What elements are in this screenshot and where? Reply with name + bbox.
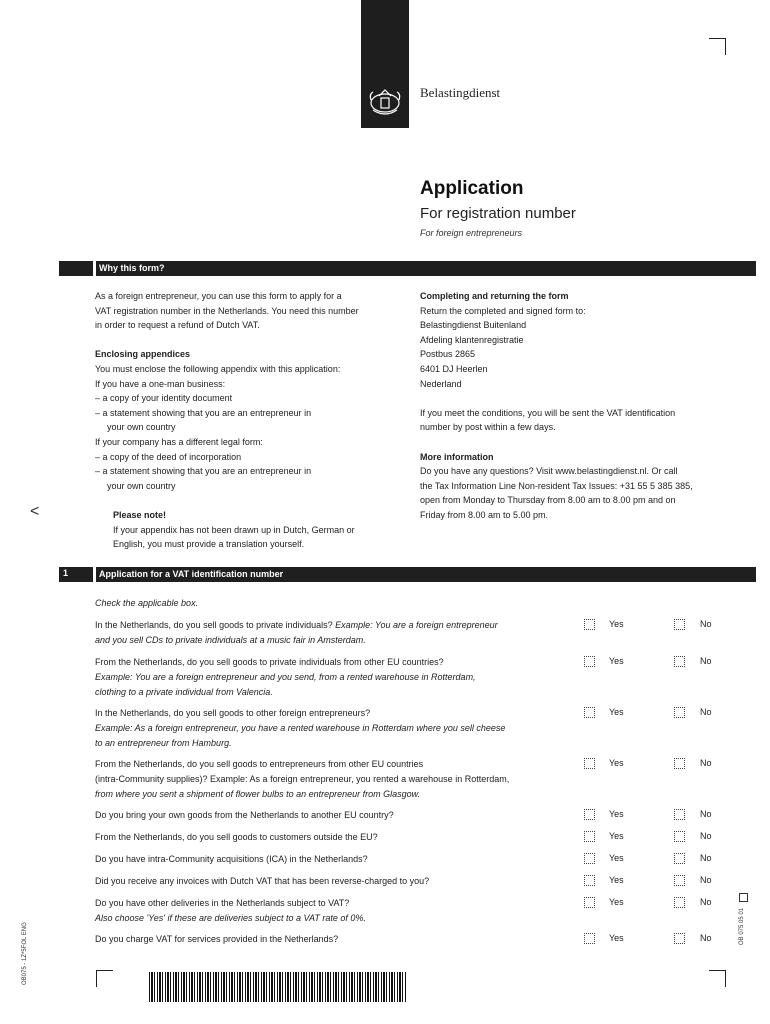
yes-label: Yes: [609, 758, 624, 768]
question-example-line: Example: As a foreign entrepreneur, you have a rented warehouse in Rotterdam where you sell cheese: [95, 723, 506, 733]
address-line: Belastingdienst Buitenland: [420, 320, 527, 331]
no-checkbox[interactable]: [674, 897, 685, 908]
more-info-heading: More information: [420, 451, 494, 462]
barcode: [149, 972, 407, 1002]
question-text: Do you bring your own goods from the Netherlands to another EU country?: [95, 810, 394, 820]
no-checkbox[interactable]: [674, 758, 685, 769]
yes-label: Yes: [609, 619, 624, 629]
address-line: 6401 DJ Heerlen: [420, 363, 488, 374]
enclosing-line: You must enclose the following appendix with this application:: [95, 363, 341, 374]
note-line: If your appendix has not been drawn up in Dutch, German or: [113, 524, 355, 535]
question-example-line: to an entrepreneur from Hamburg.: [95, 738, 232, 748]
question-example: Example: You are a foreign entrepreneur: [335, 620, 498, 630]
fold-marker-icon: <: [30, 503, 40, 520]
no-label: No: [700, 933, 712, 943]
section-bar-1: [59, 567, 756, 582]
crop-mark-bottom-right: [709, 970, 726, 987]
no-label: No: [700, 707, 712, 717]
no-checkbox[interactable]: [674, 875, 685, 886]
question-row: [95, 655, 545, 700]
section-number: 1: [63, 568, 69, 578]
yes-label: Yes: [609, 933, 624, 943]
yes-checkbox[interactable]: [584, 758, 595, 769]
enclosing-line: If your company has a different legal form:: [95, 436, 263, 447]
enclosing-line: If you have a one-man business:: [95, 378, 226, 389]
question-example-line: Also choose 'Yes' if these are deliveries subject to a VAT rate of 0%.: [95, 913, 366, 923]
conditions-line: If you meet the conditions, you will be sent the VAT identification: [420, 407, 676, 418]
no-label: No: [700, 809, 712, 819]
question-row: [95, 618, 545, 648]
question-row: [95, 808, 545, 823]
page-title: Application: [420, 178, 524, 199]
no-label: No: [700, 897, 712, 907]
no-checkbox[interactable]: [674, 809, 685, 820]
yes-checkbox[interactable]: [584, 875, 595, 886]
yes-checkbox[interactable]: [584, 656, 595, 667]
more-info-line: Friday from 8.00 am to 5.00 pm.: [420, 509, 549, 520]
yes-checkbox[interactable]: [584, 897, 595, 908]
enclosing-line: – a statement showing that you are an entrepreneur in: [95, 407, 312, 418]
section-bar-label: Application for a VAT identification number: [99, 569, 284, 579]
yes-checkbox[interactable]: [584, 619, 595, 630]
more-info-line: the Tax Information Line Non-resident Tax Issues: +31 55 5 385 385,: [420, 480, 693, 491]
question-row: [95, 932, 545, 947]
enclosing-line: your own country: [107, 422, 176, 433]
address-line: Postbus 2865: [420, 349, 476, 360]
page-subtitle: For registration number: [420, 205, 576, 222]
why-right-column: [420, 289, 740, 523]
yes-label: Yes: [609, 656, 624, 666]
question-text: From the Netherlands, do you sell goods to private individuals from other EU countries?: [95, 657, 444, 667]
no-checkbox[interactable]: [674, 853, 685, 864]
yes-checkbox[interactable]: [584, 933, 595, 944]
question-example-line: from where you sent a shipment of flower bulbs to an entrepreneur from Glasgow.: [95, 789, 421, 799]
no-checkbox[interactable]: [674, 656, 685, 667]
question-text: In the Netherlands, do you sell goods to private individuals?: [95, 620, 333, 630]
crop-mark-bottom-left: [96, 970, 113, 987]
question-row: [95, 874, 545, 889]
section-bar-label: Why this form?: [99, 263, 165, 273]
enclosing-line: – a copy of your identity document: [95, 393, 233, 404]
completing-heading: Completing and returning the form: [420, 291, 569, 301]
coat-of-arms-logo: [361, 0, 409, 128]
yes-label: Yes: [609, 707, 624, 717]
yes-label: Yes: [609, 853, 624, 863]
yes-checkbox[interactable]: [584, 853, 595, 864]
question-example-line: and you sell CDs to private individuals at a music fair in Amsterdam.: [95, 635, 366, 645]
question-text: Did you receive any invoices with Dutch VAT that has been reverse-charged to you?: [95, 876, 430, 886]
question-text: From the Netherlands, do you sell goods to customers outside the EU?: [95, 832, 378, 842]
no-label: No: [700, 875, 712, 885]
more-info-line: Do you have any questions? Visit www.belastingdienst.nl. Or call: [420, 466, 678, 477]
enclosing-heading: Enclosing appendices: [95, 349, 191, 360]
question-row: [95, 830, 545, 845]
no-checkbox[interactable]: [674, 933, 685, 944]
yes-label: Yes: [609, 875, 624, 885]
enclosing-line: – a copy of the deed of incorporation: [95, 451, 242, 462]
form-code-left: OB075 - 1Z*5FOL ENG: [22, 922, 28, 985]
no-label: No: [700, 758, 712, 768]
yes-checkbox[interactable]: [584, 831, 595, 842]
address-line: Nederland: [420, 378, 462, 389]
question-example-line: (intra-Community supplies)? Example: As a foreign entrepreneur, you rented a warehouse in Rotterdam,: [95, 774, 510, 784]
form-code-right: OB 075 05 01: [739, 907, 745, 945]
note-line: English, you must provide a translation yourself.: [113, 539, 305, 550]
yes-checkbox[interactable]: [584, 809, 595, 820]
note-heading: Please note!: [113, 509, 167, 520]
yes-label: Yes: [609, 897, 624, 907]
no-checkbox[interactable]: [674, 707, 685, 718]
question-text: In the Netherlands, do you sell goods to other foreign entrepreneurs?: [95, 708, 371, 718]
no-label: No: [700, 831, 712, 841]
enclosing-line: – a statement showing that you are an entrepreneur in: [95, 466, 312, 477]
more-info-line: open from Monday to Thursday from 8.00 am to 8.00 pm and on: [420, 495, 676, 506]
address-line: Afdeling klantenregistratie: [420, 334, 524, 345]
crop-mark-top-right: [709, 38, 726, 55]
no-checkbox[interactable]: [674, 619, 685, 630]
brand-name: Belastingdienst: [420, 85, 501, 100]
section-bar-why: [59, 261, 756, 276]
intro-line: As a foreign entrepreneur, you can use this form to apply for a: [95, 291, 342, 301]
question-row: [95, 706, 545, 751]
corner-square-marker: [739, 893, 748, 902]
question-row: [95, 852, 545, 867]
question-text: Do you have intra-Community acquisitions (ICA) in the Netherlands?: [95, 854, 368, 864]
question-text: Do you have other deliveries in the Netherlands subject to VAT?: [95, 898, 350, 908]
conditions-line: number by post within a few days.: [420, 422, 556, 433]
page-subtitle-secondary: For foreign entrepreneurs: [420, 228, 523, 238]
enclosing-line: your own country: [107, 480, 176, 491]
why-left-column: [95, 289, 405, 552]
question-example-line: clothing to a private individual from Valencia.: [95, 687, 273, 697]
no-label: No: [700, 619, 712, 629]
no-label: No: [700, 853, 712, 863]
address-line: Return the completed and signed form to:: [420, 305, 586, 316]
question-example-line: Example: You are a foreign entrepreneur and you send, from a rented warehouse in Rotterdam,: [95, 672, 476, 682]
instruction-text: Check the applicable box.: [95, 598, 199, 608]
question-text: Do you charge VAT for services provided in the Netherlands?: [95, 934, 339, 944]
logo-block: [361, 0, 409, 128]
yes-label: Yes: [609, 809, 624, 819]
question-row: [95, 757, 545, 802]
yes-label: Yes: [609, 831, 624, 841]
question-text: From the Netherlands, do you sell goods to entrepreneurs from other EU countries: [95, 759, 424, 769]
yes-checkbox[interactable]: [584, 707, 595, 718]
no-checkbox[interactable]: [674, 831, 685, 842]
question-row: [95, 896, 545, 926]
no-label: No: [700, 656, 712, 666]
intro-line: VAT registration number in the Netherlands. You need this number: [95, 305, 359, 316]
intro-line: in order to request a refund of Dutch VAT.: [95, 320, 260, 331]
